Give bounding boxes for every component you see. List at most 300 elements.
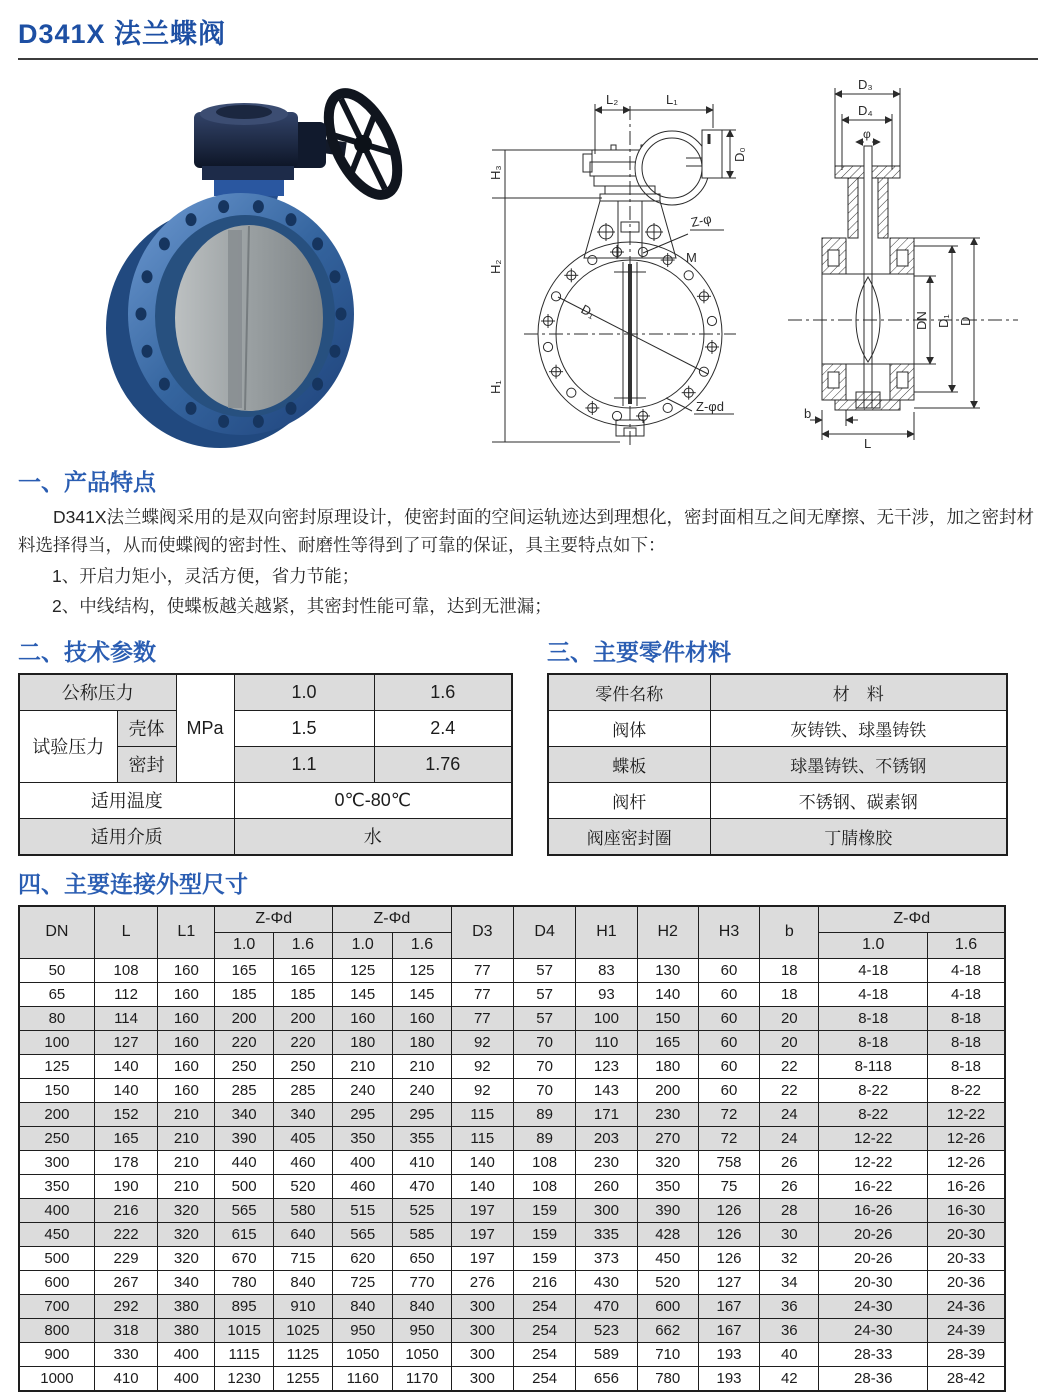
dimension-cell: 125 <box>393 958 451 982</box>
dimension-cell: 28-33 <box>819 1342 928 1366</box>
dimension-cell: 780 <box>215 1270 273 1294</box>
dimension-cell: 350 <box>19 1174 94 1198</box>
table-row <box>548 818 1007 855</box>
part-name: 阀座密封圈 <box>548 818 710 855</box>
table-row <box>19 958 1005 982</box>
dimension-cell: 152 <box>94 1102 157 1126</box>
dimension-cell: 410 <box>393 1150 451 1174</box>
dimension-cell: 216 <box>513 1270 575 1294</box>
dimension-cell: 525 <box>393 1198 451 1222</box>
dimension-cell: 60 <box>698 982 759 1006</box>
dimension-cell: 250 <box>273 1054 332 1078</box>
col-b: b <box>760 906 819 959</box>
dimension-cell: 145 <box>333 982 393 1006</box>
front-view-drawing <box>480 62 780 452</box>
dimension-cell: 460 <box>273 1150 332 1174</box>
dimension-cell: 16-26 <box>928 1174 1006 1198</box>
col-h3: H3 <box>698 906 759 959</box>
valve-disc <box>175 225 323 411</box>
figures-row <box>0 62 1056 454</box>
dimension-cell: 8-18 <box>819 1006 928 1030</box>
dimension-cell: 254 <box>513 1318 575 1342</box>
dimension-cell: 80 <box>19 1006 94 1030</box>
dimension-cell: 16-22 <box>819 1174 928 1198</box>
dimension-cell: 197 <box>451 1246 513 1270</box>
col-zphid-1: Z-Φd <box>215 906 333 933</box>
dimension-cell: 210 <box>393 1054 451 1078</box>
dim-label-h2: H₂ <box>488 259 503 274</box>
dimension-cell: 1170 <box>393 1366 451 1391</box>
test-pressure-label: 试验压力 <box>19 710 117 782</box>
dimension-cell: 840 <box>333 1294 393 1318</box>
dimension-cell: 130 <box>637 958 698 982</box>
dimension-cell: 60 <box>698 1078 759 1102</box>
dimension-cell: 600 <box>637 1294 698 1318</box>
dimension-cell: 28-39 <box>928 1342 1006 1366</box>
subcol-16: 1.6 <box>273 932 332 958</box>
table-row <box>19 1078 1005 1102</box>
col-zphid-3: Z-Φd <box>819 906 1005 933</box>
dimension-cell: 92 <box>451 1030 513 1054</box>
dimension-cell: 92 <box>451 1078 513 1102</box>
dimension-cell: 126 <box>698 1222 759 1246</box>
dimension-cell: 160 <box>333 1006 393 1030</box>
dimension-cell: 400 <box>333 1150 393 1174</box>
dimension-cell: 70 <box>513 1054 575 1078</box>
dimension-cell: 355 <box>393 1126 451 1150</box>
dimension-cell: 600 <box>19 1270 94 1294</box>
temperature-label: 适用温度 <box>19 782 234 818</box>
dimension-cell: 127 <box>698 1270 759 1294</box>
nominal-value-10: 1.0 <box>234 674 374 711</box>
dimension-cell: 770 <box>393 1270 451 1294</box>
table-row <box>548 782 1007 818</box>
dimension-cell: 390 <box>215 1126 273 1150</box>
materials-block <box>547 624 1008 856</box>
dimension-cell: 32 <box>760 1246 819 1270</box>
dimension-cell: 180 <box>333 1030 393 1054</box>
dimension-cell: 185 <box>273 982 332 1006</box>
dimension-cell: 840 <box>393 1294 451 1318</box>
dimension-cell: 83 <box>576 958 637 982</box>
col-d4: D4 <box>513 906 575 959</box>
dimension-cell: 125 <box>19 1054 94 1078</box>
dimension-cell: 125 <box>333 958 393 982</box>
features-paragraph: D341X法兰蝶阀采用的是双向密封原理设计，使密封面的空间运轨迹达到理想化，密封面相互之间无摩擦、无干涉，加之密封材料选择得当，从而使蝶阀的密封性、耐磨性等得到了可靠的保证，具主要特点如下： <box>18 507 1035 555</box>
table-row <box>19 1294 1005 1318</box>
tech-params-table <box>18 673 513 856</box>
seal-label: 密封 <box>117 746 176 782</box>
dimension-cell: 12-26 <box>928 1150 1006 1174</box>
dimension-cell: 36 <box>760 1318 819 1342</box>
dimension-cell: 295 <box>333 1102 393 1126</box>
dimension-cell: 12-22 <box>928 1102 1006 1126</box>
dimension-cell: 18 <box>760 958 819 982</box>
table-row <box>19 782 512 818</box>
dimension-cell: 140 <box>451 1150 513 1174</box>
col-d3: D3 <box>451 906 513 959</box>
table-row <box>19 1270 1005 1294</box>
dimension-cell: 114 <box>94 1006 157 1030</box>
dimension-cell: 240 <box>333 1078 393 1102</box>
dimension-cell: 1000 <box>19 1366 94 1391</box>
table-row <box>19 1246 1005 1270</box>
dimension-cell: 428 <box>637 1222 698 1246</box>
dimension-cell: 220 <box>215 1030 273 1054</box>
dimension-cell: 285 <box>215 1078 273 1102</box>
dimension-cell: 260 <box>576 1174 637 1198</box>
dimension-cell: 160 <box>158 982 215 1006</box>
dimension-cell: 1050 <box>393 1342 451 1366</box>
dimension-cell: 460 <box>333 1174 393 1198</box>
dimension-cell: 250 <box>19 1126 94 1150</box>
dimension-cell: 126 <box>698 1198 759 1222</box>
part-material: 灰铸铁、球墨铸铁 <box>710 710 1007 746</box>
dimension-cell: 159 <box>513 1222 575 1246</box>
medium-value: 水 <box>234 818 512 855</box>
dimension-cell: 300 <box>451 1318 513 1342</box>
dimension-cell: 470 <box>576 1294 637 1318</box>
dimension-cell: 254 <box>513 1342 575 1366</box>
dimension-cell: 8-22 <box>819 1102 928 1126</box>
section-view-drawing <box>770 62 1036 452</box>
dimension-cell: 276 <box>451 1270 513 1294</box>
dimension-cell: 300 <box>576 1198 637 1222</box>
table-row <box>19 1054 1005 1078</box>
dimension-cell: 222 <box>94 1222 157 1246</box>
dimension-cell: 24-39 <box>928 1318 1006 1342</box>
dimension-cell: 12-22 <box>819 1150 928 1174</box>
dimension-cell: 36 <box>760 1294 819 1318</box>
dim-label-d4: D₄ <box>858 103 873 118</box>
dimension-cell: 110 <box>576 1030 637 1054</box>
subcol-10: 1.0 <box>215 932 273 958</box>
table-row <box>19 674 512 711</box>
dimension-cell: 77 <box>451 982 513 1006</box>
dimension-cell: 515 <box>333 1198 393 1222</box>
pressure-unit: MPa <box>176 674 234 783</box>
dimension-cell: 20-36 <box>928 1270 1006 1294</box>
dimension-cell: 210 <box>158 1126 215 1150</box>
dimension-cell: 1230 <box>215 1366 273 1391</box>
table-row <box>19 710 512 746</box>
dimension-cell: 28-36 <box>819 1366 928 1391</box>
col-dn: DN <box>19 906 94 959</box>
dimension-cell: 77 <box>451 958 513 982</box>
col-l: L <box>94 906 157 959</box>
dimension-cell: 520 <box>273 1174 332 1198</box>
dimension-cell: 950 <box>333 1318 393 1342</box>
dimension-cell: 8-18 <box>928 1030 1006 1054</box>
dimension-cell: 145 <box>393 982 451 1006</box>
dimension-cell: 565 <box>333 1222 393 1246</box>
dimension-cell: 8-18 <box>819 1030 928 1054</box>
table-row <box>19 1222 1005 1246</box>
materials-col-material: 材 料 <box>710 674 1007 711</box>
dimension-cell: 318 <box>94 1318 157 1342</box>
dimension-cell: 4-18 <box>819 958 928 982</box>
dimension-cell: 410 <box>94 1366 157 1391</box>
dimension-cell: 197 <box>451 1222 513 1246</box>
dimension-cell: 185 <box>215 982 273 1006</box>
dimension-cell: 20-26 <box>819 1222 928 1246</box>
dimension-cell: 210 <box>158 1102 215 1126</box>
dimension-cell: 350 <box>333 1126 393 1150</box>
dim-label-z-phid: Z-φd <box>696 399 724 414</box>
dimension-cell: 950 <box>393 1318 451 1342</box>
dim-label-l1: L₁ <box>666 92 678 107</box>
dimension-cell: 267 <box>94 1270 157 1294</box>
dimension-cell: 380 <box>158 1294 215 1318</box>
dimension-cell: 210 <box>158 1150 215 1174</box>
dimension-cell: 758 <box>698 1150 759 1174</box>
dimension-cell: 18 <box>760 982 819 1006</box>
subcol-10: 1.0 <box>333 932 393 958</box>
dimension-cell: 160 <box>158 1030 215 1054</box>
dimension-cell: 840 <box>273 1270 332 1294</box>
dimension-cell: 4-18 <box>819 982 928 1006</box>
dimension-cell: 1115 <box>215 1342 273 1366</box>
dimension-cell: 123 <box>576 1054 637 1078</box>
dimension-cell: 650 <box>393 1246 451 1270</box>
dimension-cell: 165 <box>637 1030 698 1054</box>
dimension-cell: 22 <box>760 1054 819 1078</box>
dimension-cell: 197 <box>451 1198 513 1222</box>
table-row <box>548 746 1007 782</box>
dimension-cell: 203 <box>576 1126 637 1150</box>
table-row <box>19 982 1005 1006</box>
section-heading-tech: 二、技术参数 <box>18 638 156 665</box>
dimension-cell: 28-42 <box>928 1366 1006 1391</box>
dimension-cell: 1025 <box>273 1318 332 1342</box>
dimension-cell: 4-18 <box>928 958 1006 982</box>
dimension-cell: 670 <box>215 1246 273 1270</box>
dimension-cell: 160 <box>158 1078 215 1102</box>
dimension-cell: 230 <box>576 1150 637 1174</box>
dimension-cell: 230 <box>637 1102 698 1126</box>
dimension-cell: 615 <box>215 1222 273 1246</box>
part-material: 球墨铸铁、不锈钢 <box>710 746 1007 782</box>
dimension-cell: 390 <box>637 1198 698 1222</box>
dimension-cell: 24 <box>760 1126 819 1150</box>
dimension-cell: 75 <box>698 1174 759 1198</box>
col-l1: L1 <box>158 906 215 959</box>
materials-col-part: 零件名称 <box>548 674 710 711</box>
tech-params-block <box>18 624 513 856</box>
dim-label-d0: D₀ <box>732 147 747 162</box>
dimension-cell: 8-22 <box>928 1078 1006 1102</box>
dimension-cell: 715 <box>273 1246 332 1270</box>
dimension-cell: 200 <box>637 1078 698 1102</box>
dim-label-m: M <box>686 250 697 265</box>
dimension-cell: 26 <box>760 1174 819 1198</box>
dimension-cell: 580 <box>273 1198 332 1222</box>
dimension-cell: 24-36 <box>928 1294 1006 1318</box>
part-name: 阀体 <box>548 710 710 746</box>
dimension-cell: 140 <box>451 1174 513 1198</box>
dimension-cell: 200 <box>215 1006 273 1030</box>
dimension-cell: 167 <box>698 1318 759 1342</box>
dimension-cell: 662 <box>637 1318 698 1342</box>
dimension-cell: 20 <box>760 1006 819 1030</box>
table-row <box>548 710 1007 746</box>
dimension-cell: 405 <box>273 1126 332 1150</box>
dimension-cell: 89 <box>513 1126 575 1150</box>
dimension-cell: 1050 <box>333 1342 393 1366</box>
dimension-cell: 89 <box>513 1102 575 1126</box>
dimension-cell: 160 <box>393 1006 451 1030</box>
dimension-cell: 780 <box>637 1366 698 1391</box>
part-material: 丁腈橡胶 <box>710 818 1007 855</box>
dimension-cell: 335 <box>576 1222 637 1246</box>
dimension-cell: 24-30 <box>819 1294 928 1318</box>
dimension-cell: 165 <box>94 1126 157 1150</box>
col-h1: H1 <box>576 906 637 959</box>
dimension-cell: 159 <box>513 1246 575 1270</box>
dimension-cell: 193 <box>698 1366 759 1391</box>
dim-label-l2: L₂ <box>606 92 619 107</box>
dimension-cell: 70 <box>513 1030 575 1054</box>
dimension-cell: 160 <box>158 1006 215 1030</box>
dimension-cell: 1015 <box>215 1318 273 1342</box>
dimension-cell: 77 <box>451 1006 513 1030</box>
dimension-cell: 4-18 <box>928 982 1006 1006</box>
dimension-cell: 1255 <box>273 1366 332 1391</box>
dimension-cell: 8-18 <box>928 1054 1006 1078</box>
dimension-cell: 108 <box>513 1150 575 1174</box>
dim-label-d1s: D₁ <box>936 314 951 328</box>
dimension-cell: 178 <box>94 1150 157 1174</box>
dimension-cell: 270 <box>637 1126 698 1150</box>
dimension-cell: 100 <box>19 1030 94 1054</box>
dimension-cell: 180 <box>637 1054 698 1078</box>
dimension-cell: 450 <box>637 1246 698 1270</box>
col-h2: H2 <box>637 906 698 959</box>
dimension-cell: 115 <box>451 1102 513 1126</box>
dimension-cell: 143 <box>576 1078 637 1102</box>
dimension-cell: 150 <box>19 1078 94 1102</box>
dim-label-dn: DN <box>914 311 929 330</box>
dimension-cell: 300 <box>451 1294 513 1318</box>
dimension-cell: 450 <box>19 1222 94 1246</box>
dimension-cell: 400 <box>158 1342 215 1366</box>
dimension-cell: 26 <box>760 1150 819 1174</box>
section-heading-materials: 三、主要零件材料 <box>547 638 731 665</box>
table-row <box>19 1318 1005 1342</box>
dimension-cell: 1125 <box>273 1342 332 1366</box>
dimension-cell: 340 <box>158 1270 215 1294</box>
dimension-cell: 165 <box>215 958 273 982</box>
dimension-cell: 340 <box>273 1102 332 1126</box>
table-row <box>19 818 512 855</box>
dimension-cell: 430 <box>576 1270 637 1294</box>
dimension-cell: 520 <box>637 1270 698 1294</box>
dimension-cell: 8-118 <box>819 1054 928 1078</box>
dimension-cell: 140 <box>94 1078 157 1102</box>
dimensions-table <box>18 905 1006 1392</box>
dimension-cell: 160 <box>158 958 215 982</box>
dimension-cell: 910 <box>273 1294 332 1318</box>
dimension-cell: 300 <box>451 1342 513 1366</box>
dimension-cell: 725 <box>333 1270 393 1294</box>
dimension-cell: 40 <box>760 1342 819 1366</box>
dimension-cell: 193 <box>698 1342 759 1366</box>
table-row <box>19 1102 1005 1126</box>
table-row <box>548 674 1007 711</box>
table-row <box>19 1006 1005 1030</box>
part-name: 阀杆 <box>548 782 710 818</box>
dimension-cell: 171 <box>576 1102 637 1126</box>
table-row <box>19 1030 1005 1054</box>
dimension-cell: 440 <box>215 1150 273 1174</box>
dimension-cell: 16-30 <box>928 1198 1006 1222</box>
dimension-cell: 620 <box>333 1246 393 1270</box>
dimension-cell: 108 <box>94 958 157 982</box>
dimension-cell: 900 <box>19 1342 94 1366</box>
subcol-10: 1.0 <box>819 932 928 958</box>
dim-label-z-phi: Z-φ <box>689 210 713 230</box>
dimension-cell: 24 <box>760 1102 819 1126</box>
part-name: 蝶板 <box>548 746 710 782</box>
dimension-cell: 159 <box>513 1198 575 1222</box>
dimension-cell: 400 <box>158 1366 215 1391</box>
dimension-cell: 20-30 <box>928 1222 1006 1246</box>
dimension-cell: 8-18 <box>928 1006 1006 1030</box>
dim-label-h3: H₃ <box>488 165 503 180</box>
dimension-cell: 12-22 <box>819 1126 928 1150</box>
dimension-cell: 140 <box>637 982 698 1006</box>
dimension-cell: 320 <box>637 1150 698 1174</box>
part-material: 不锈钢、碳素钢 <box>710 782 1007 818</box>
dimension-cell: 216 <box>94 1198 157 1222</box>
nominal-value-16: 1.6 <box>374 674 512 711</box>
dimension-cell: 320 <box>158 1222 215 1246</box>
dimension-cell: 160 <box>158 1054 215 1078</box>
table-row <box>19 1366 1005 1391</box>
dim-label-d1: D₁ <box>578 301 598 322</box>
dimension-cell: 60 <box>698 1030 759 1054</box>
dimension-cell: 320 <box>158 1198 215 1222</box>
dimension-cell: 167 <box>698 1294 759 1318</box>
dimension-cell: 254 <box>513 1366 575 1391</box>
feature-item-2: 2、中线结构，使蝶板越关越紧，其密封性能可靠，达到无泄漏； <box>52 596 552 617</box>
dimension-cell: 1160 <box>333 1366 393 1391</box>
seal-value-10: 1.1 <box>234 746 374 782</box>
dimension-cell: 190 <box>94 1174 157 1198</box>
seal-value-16: 1.76 <box>374 746 512 782</box>
dimension-cell: 340 <box>215 1102 273 1126</box>
dimension-cell: 565 <box>215 1198 273 1222</box>
dimension-cell: 240 <box>393 1078 451 1102</box>
dimension-cell: 12-26 <box>928 1126 1006 1150</box>
dimension-cell: 150 <box>637 1006 698 1030</box>
dimension-cell: 200 <box>19 1102 94 1126</box>
dimension-cell: 500 <box>19 1246 94 1270</box>
dimension-cell: 523 <box>576 1318 637 1342</box>
dimensions-table-body <box>19 958 1005 1391</box>
dimension-cell: 200 <box>273 1006 332 1030</box>
dimension-cell: 57 <box>513 982 575 1006</box>
shell-value-16: 2.4 <box>374 710 512 746</box>
materials-table <box>547 673 1008 856</box>
dimension-cell: 50 <box>19 958 94 982</box>
dimension-cell: 28 <box>760 1198 819 1222</box>
table-header-row <box>19 906 1005 933</box>
dimension-cell: 656 <box>576 1366 637 1391</box>
dimension-cell: 72 <box>698 1102 759 1126</box>
dimension-cell: 126 <box>698 1246 759 1270</box>
dimension-cell: 295 <box>393 1102 451 1126</box>
